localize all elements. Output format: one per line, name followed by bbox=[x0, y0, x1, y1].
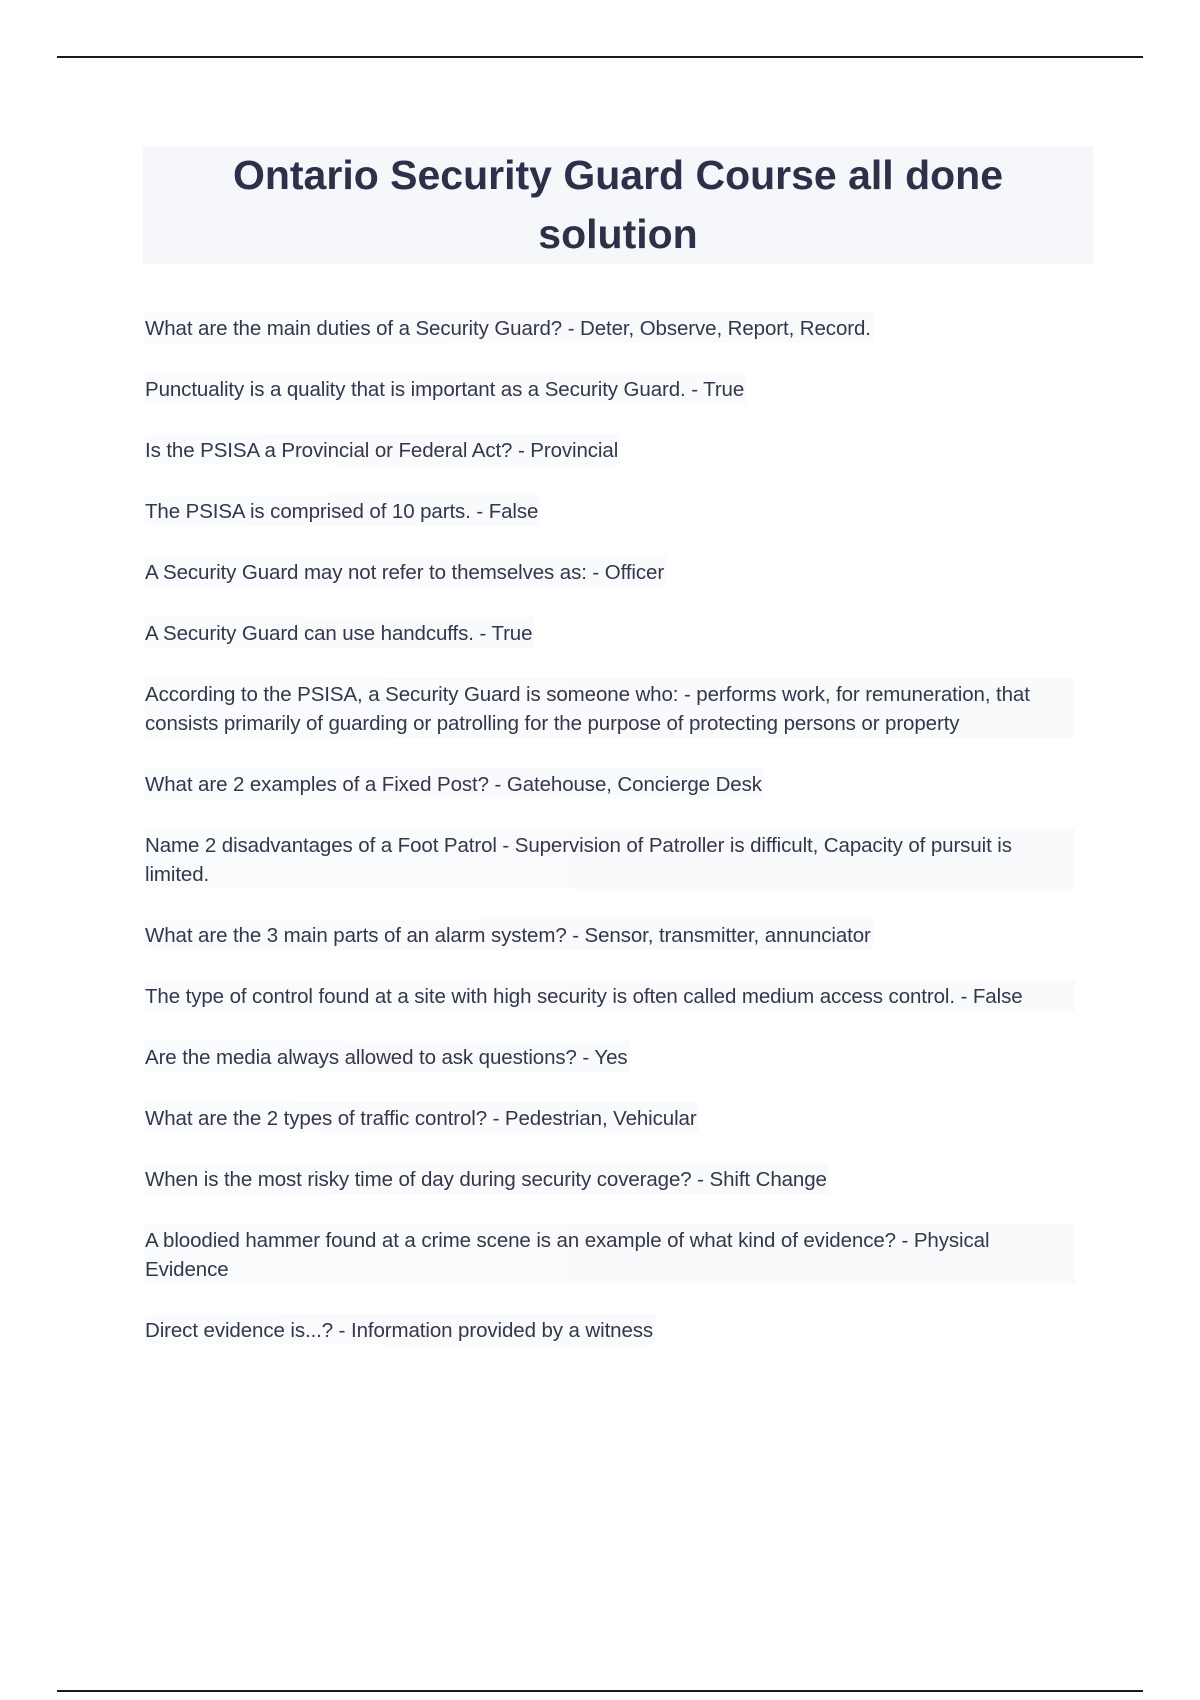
qa-item: A bloodied hammer found at a crime scene is an example of what kind of evidence? - Physical Evidence bbox=[145, 1224, 1075, 1284]
qa-item: What are the main duties of a Security Guard? - Deter, Observe, Report, Record. bbox=[145, 312, 873, 343]
page-title: Ontario Security Guard Course all done solution bbox=[232, 152, 1004, 257]
header-rule bbox=[57, 56, 1143, 58]
qa-item: What are the 3 main parts of an alarm system? - Sensor, transmitter, annunciator bbox=[145, 919, 873, 950]
footer-rule bbox=[57, 1690, 1143, 1692]
qa-item: According to the PSISA, a Security Guard is someone who: - performs work, for remuneration, that consists primarily of guarding or patrolling for the purpose of protecting persons or property bbox=[145, 678, 1075, 738]
qa-item: What are the 2 types of traffic control? - Pedestrian, Vehicular bbox=[145, 1102, 699, 1133]
qa-item: Is the PSISA a Provincial or Federal Act? - Provincial bbox=[145, 434, 620, 465]
title-banner bbox=[143, 146, 1093, 264]
qa-item: When is the most risky time of day during security coverage? - Shift Change bbox=[145, 1163, 829, 1194]
qa-item: Direct evidence is...? - Information provided by a witness bbox=[145, 1314, 655, 1345]
qa-item: The PSISA is comprised of 10 parts. - False bbox=[145, 495, 540, 526]
qa-item: Name 2 disadvantages of a Foot Patrol - Supervision of Patroller is difficult, Capacity of pursuit is limited. bbox=[145, 829, 1075, 889]
qa-item: Are the media always allowed to ask questions? - Yes bbox=[145, 1041, 630, 1072]
qa-item: A Security Guard can use handcuffs. - True bbox=[145, 617, 534, 648]
qa-item: A Security Guard may not refer to themselves as: - Officer bbox=[145, 556, 666, 587]
qa-list bbox=[145, 312, 1075, 1375]
qa-item: The type of control found at a site with high security is often called medium access control. - False bbox=[145, 980, 1075, 1011]
qa-item: What are 2 examples of a Fixed Post? - Gatehouse, Concierge Desk bbox=[145, 768, 764, 799]
qa-item: Punctuality is a quality that is important as a Security Guard. - True bbox=[145, 373, 746, 404]
